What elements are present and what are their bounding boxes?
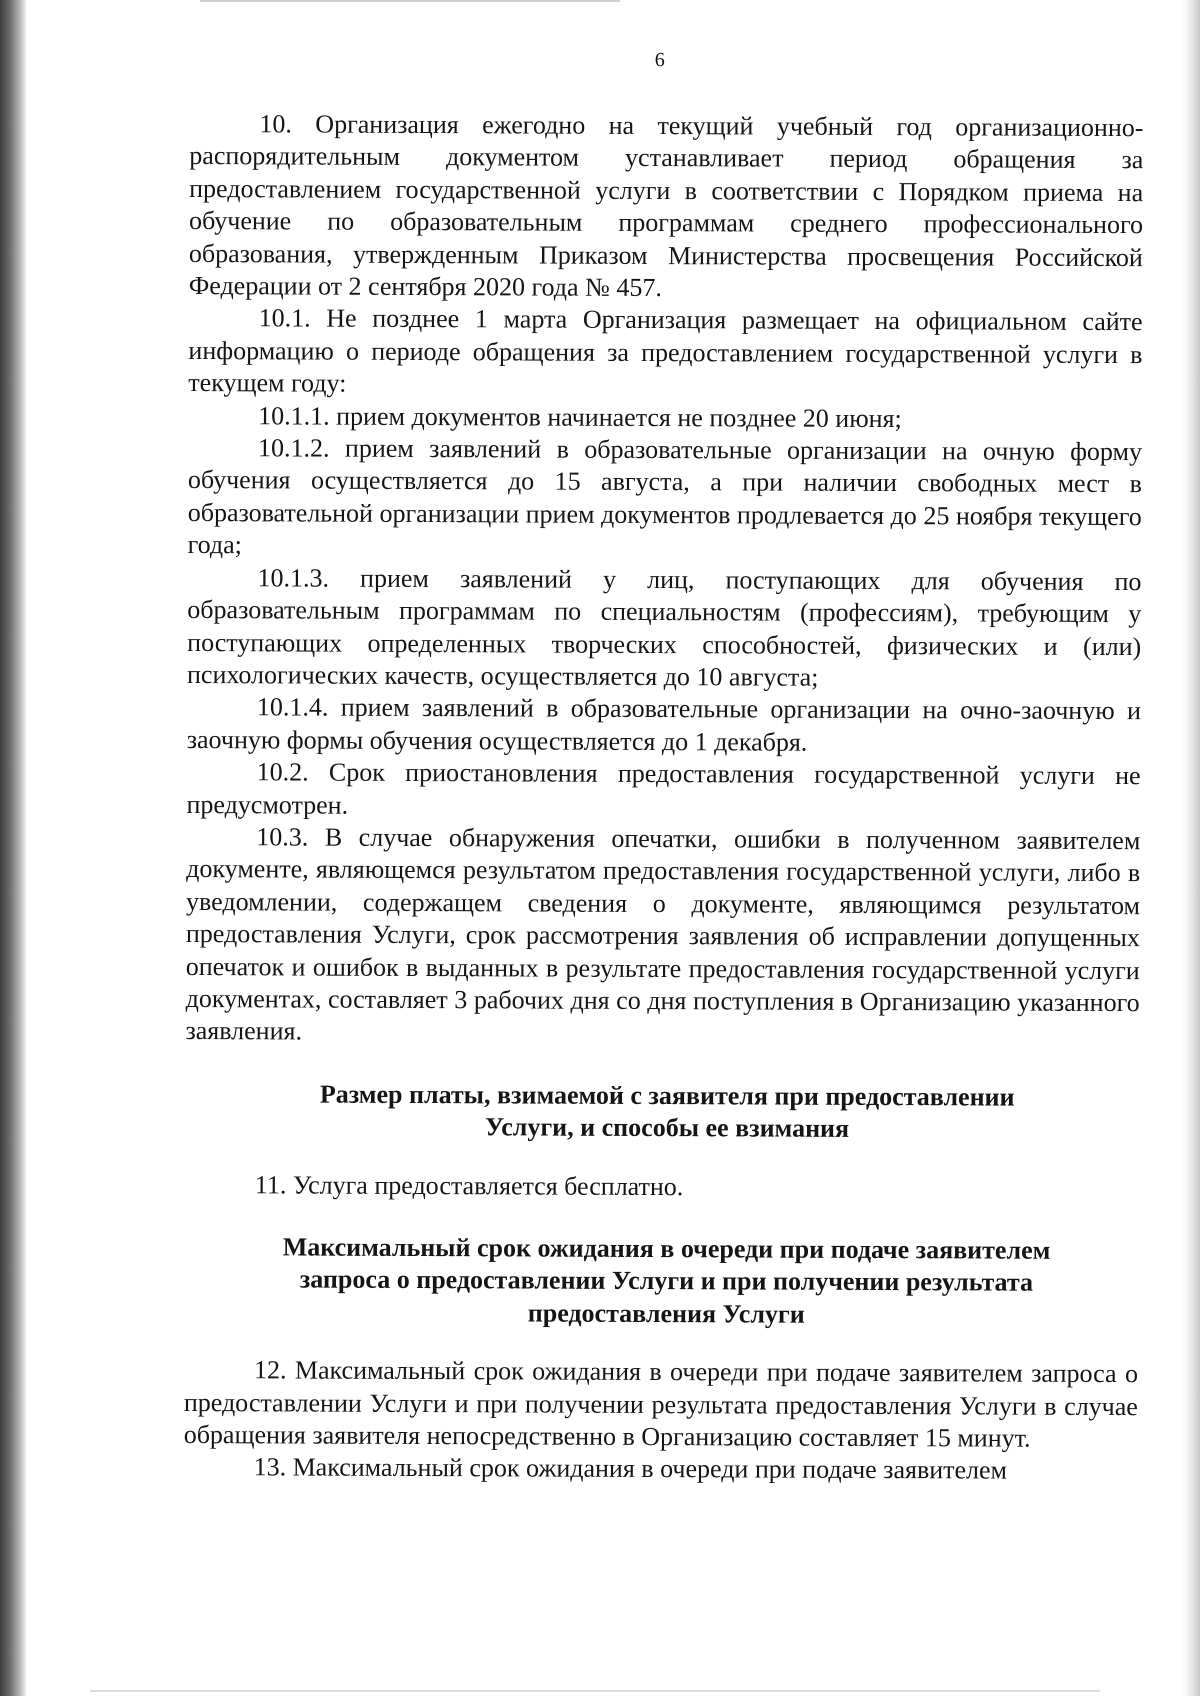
paragraph-10-2: 10.2. Срок приостановления предоставления государственной услуги не предусмотрен. xyxy=(186,757,1141,820)
spacer xyxy=(185,1048,1139,1082)
spacer xyxy=(185,1201,1139,1235)
paragraph-10-1-3: 10.1.3. прием заявлений у лиц, поступающих для обучения по образовательным программам по специальностям (профессиям), требующим у поступающих определенных творческих способностей, физических и (или) психологических качеств, осуществляется до 10 августа; xyxy=(186,562,1142,692)
paragraph-12: 12. Максимальный срок ожидания в очереди при подаче заявителем запроса о предоставлении Услуги и при получении результата предоставления Услуги в случае обращения заявителя непосредственно в Организацию составляет 15 минут. xyxy=(183,1355,1139,1453)
heading-fee-line-2: Услуги, и способы ее взимания xyxy=(484,1112,850,1144)
paragraph-10-1-2: 10.1.2. прием заявлений в образовательные организации на очную форму обучения осуществляется до 15 августа, а при наличии свободных мест в образовательной организации прием документов продлевается до 25 ноября текущего года; xyxy=(187,433,1143,560)
paragraph-10-1: 10.1. Не позднее 1 марта Организация размещает на официальном сайте информацию о периоде обращения за предоставлением государственной услуги в текущем году: xyxy=(188,303,1143,398)
paragraph-10-3: 10.3. В случае обнаружения опечатки, ошибки в полученном заявителем документе, являющемся результатом предоставления государственной услуги, либо в уведомлении, содержащем сведения о документе, являющимся результатом предоставления Услуги, срок рассмотрения заявления об исправлении допущенных опечаток и ошибок в выданных в результате предоставления государственной услуги документах, составляет 3 рабочих дня со дня поступления в Организацию указанного заявления. xyxy=(185,822,1141,1046)
scan-right-shadow xyxy=(1182,0,1200,1696)
paragraph-10: 10. Организация ежегодно на текущий учебный год организационно-распорядительным документом устанавливает период обращения за предоставлением государственной услуги в соответствии с Порядком приема на обучение по образовательным программам среднего профессионального образования, утвержденным Приказом Министерства просвещения Российской Федерации от 2 сентября 2020 года № 457. xyxy=(188,109,1144,303)
section-heading-fee xyxy=(185,1078,1139,1147)
document-body xyxy=(184,108,1144,1488)
scan-left-shadow xyxy=(0,0,26,1696)
heading-queue-line-1: Максимальный срок ожидания в очереди при подаче заявителем xyxy=(282,1232,1051,1265)
heading-fee-line-1: Размер платы, взимаемой с заявителя при предоставлении xyxy=(319,1079,1015,1112)
paragraph-10-1-1: 10.1.1. прием документов начинается не позднее 20 июня; xyxy=(258,400,902,433)
section-heading-queue xyxy=(184,1231,1138,1332)
scan-bottom-edge xyxy=(90,1690,1100,1692)
paragraph-13: 13. Максимальный срок ожидания в очереди при подаче заявителем xyxy=(253,1452,1008,1486)
paragraph-11: 11. Услуга предоставляется бесплатно. xyxy=(254,1169,684,1201)
scan-top-edge xyxy=(200,0,620,2)
page-number: 6 xyxy=(654,49,665,72)
heading-queue-line-2: запроса о предоставлении Услуги и при получении результата xyxy=(299,1264,1034,1298)
heading-queue-line-3: предоставления Услуги xyxy=(527,1298,805,1329)
paragraph-10-1-4: 10.1.4. прием заявлений в образовательные организации на очно-заочную и заочную формы обучения осуществляется до 1 декабря. xyxy=(186,692,1141,757)
